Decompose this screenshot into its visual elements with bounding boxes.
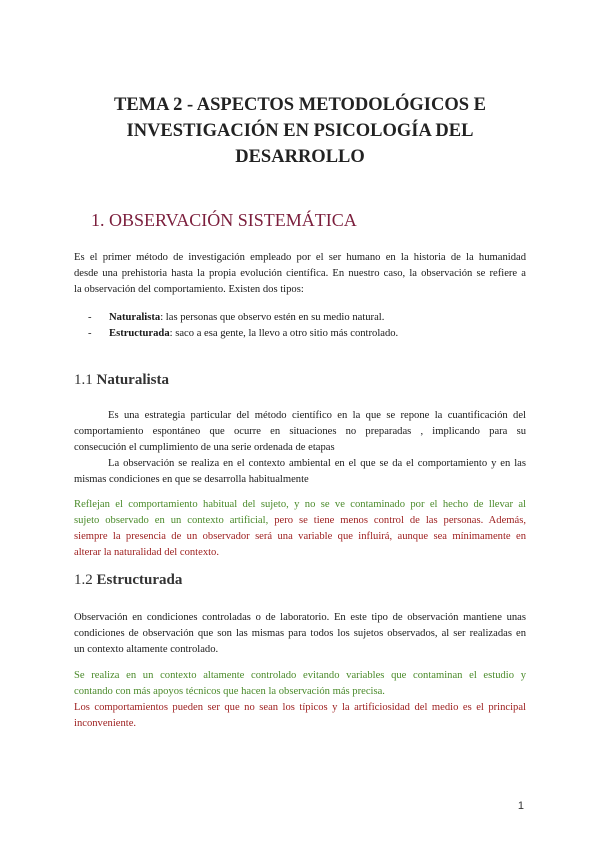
list-term: Estructurada [109, 328, 170, 339]
disadvantage-line: alterar la naturalidad del contexto. [74, 547, 220, 558]
naturalista-evaluation [74, 497, 526, 561]
paragraph-line: condiciones de observación que son las mismas para todos los sujetos observados, al ser realizadas en [74, 628, 526, 639]
advantage-line: Reflejan el comportamiento habitual del sujeto, y no se ve contaminado por el hecho de llevar al [74, 499, 526, 510]
estructurada-evaluation [74, 668, 526, 732]
document-title [60, 92, 540, 170]
disadvantage-line: siempre la presencia de un observador será una variable que influirá, aunque sea mínimamente en [74, 531, 526, 542]
list-term: Naturalista [109, 312, 161, 323]
naturalista-paragraph-1 [74, 408, 526, 488]
paragraph-line: Es una estrategia particular del método científico en la que se repone la cuantificación del [108, 410, 526, 421]
title-line-3: DESARROLLO [235, 147, 365, 167]
advantage-line: contando con más apoyos técnicos que hacen la observación más precisa. [74, 686, 385, 697]
advantage-line: sujeto observado en un contexto artificial, [74, 515, 269, 526]
intro-line-3: la observación del comportamiento. Existen dos tipos: [74, 284, 304, 295]
paragraph-line: comportamiento espontáneo que ocurre en situaciones no preparadas , implicando para su [74, 426, 526, 437]
disadvantage-line: inconveniente. [74, 718, 137, 729]
subsection-number: 1.2 [74, 572, 93, 588]
paragraph-line: Observación en condiciones controladas o de laboratorio. En este tipo de observación mantiene unas [74, 612, 526, 623]
disadvantage-line: pero se tiene menos control de las personas. Además, [268, 515, 527, 526]
title-line-2: INVESTIGACIÓN EN PSICOLOGÍA DEL [126, 121, 474, 141]
list-dash: - [88, 312, 92, 323]
list-dash: - [88, 328, 92, 339]
disadvantage-line: Los comportamientos pueden ser que no sean los típicos y la artificiosidad del medio es el principal [74, 702, 526, 713]
subsection-name: Estructurada [96, 572, 183, 588]
list-desc: : saco a esa gente, la llevo a otro sitio más controlado. [169, 328, 399, 339]
section-heading: 1. OBSERVACIÓN SISTEMÁTICA [91, 210, 357, 230]
list-item [88, 310, 398, 326]
advantage-line: Se realiza en un contexto altamente controlado evitando variables que contaminan el estudio y [74, 670, 526, 681]
list-item [88, 326, 398, 342]
paragraph-line: consecución el cumplimiento de una serie ordenada de etapas [74, 442, 335, 453]
title-line-1: TEMA 2 - ASPECTOS METODOLÓGICOS E [114, 95, 486, 115]
paragraph-line: La observación se realiza en el contexto ambiental en el que se da el comportamiento y en las [108, 458, 526, 469]
page-number: 1 [517, 800, 524, 812]
subsection-heading-naturalista [74, 372, 169, 389]
subsection-number: 1.1 [74, 372, 93, 388]
paragraph-line: un contexto altamente controlado. [74, 644, 219, 655]
estructurada-paragraph [74, 610, 526, 658]
paragraph-line: mismas condiciones en que se desarrolla habitualmente [74, 474, 309, 485]
subsection-heading-estructurada [74, 572, 182, 589]
intro-line-1: Es el primer método de investigación empleado por el ser humano en la historia de la humanidad [74, 252, 526, 263]
intro-line-2: desde una prehistoria hasta la propia evolución científica. En nuestro caso, la observación se refiere a [74, 268, 526, 279]
subsection-name: Naturalista [96, 372, 169, 388]
observation-types-list [88, 310, 398, 342]
intro-paragraph [74, 250, 526, 298]
list-desc: : las personas que observo estén en su medio natural. [160, 312, 385, 323]
